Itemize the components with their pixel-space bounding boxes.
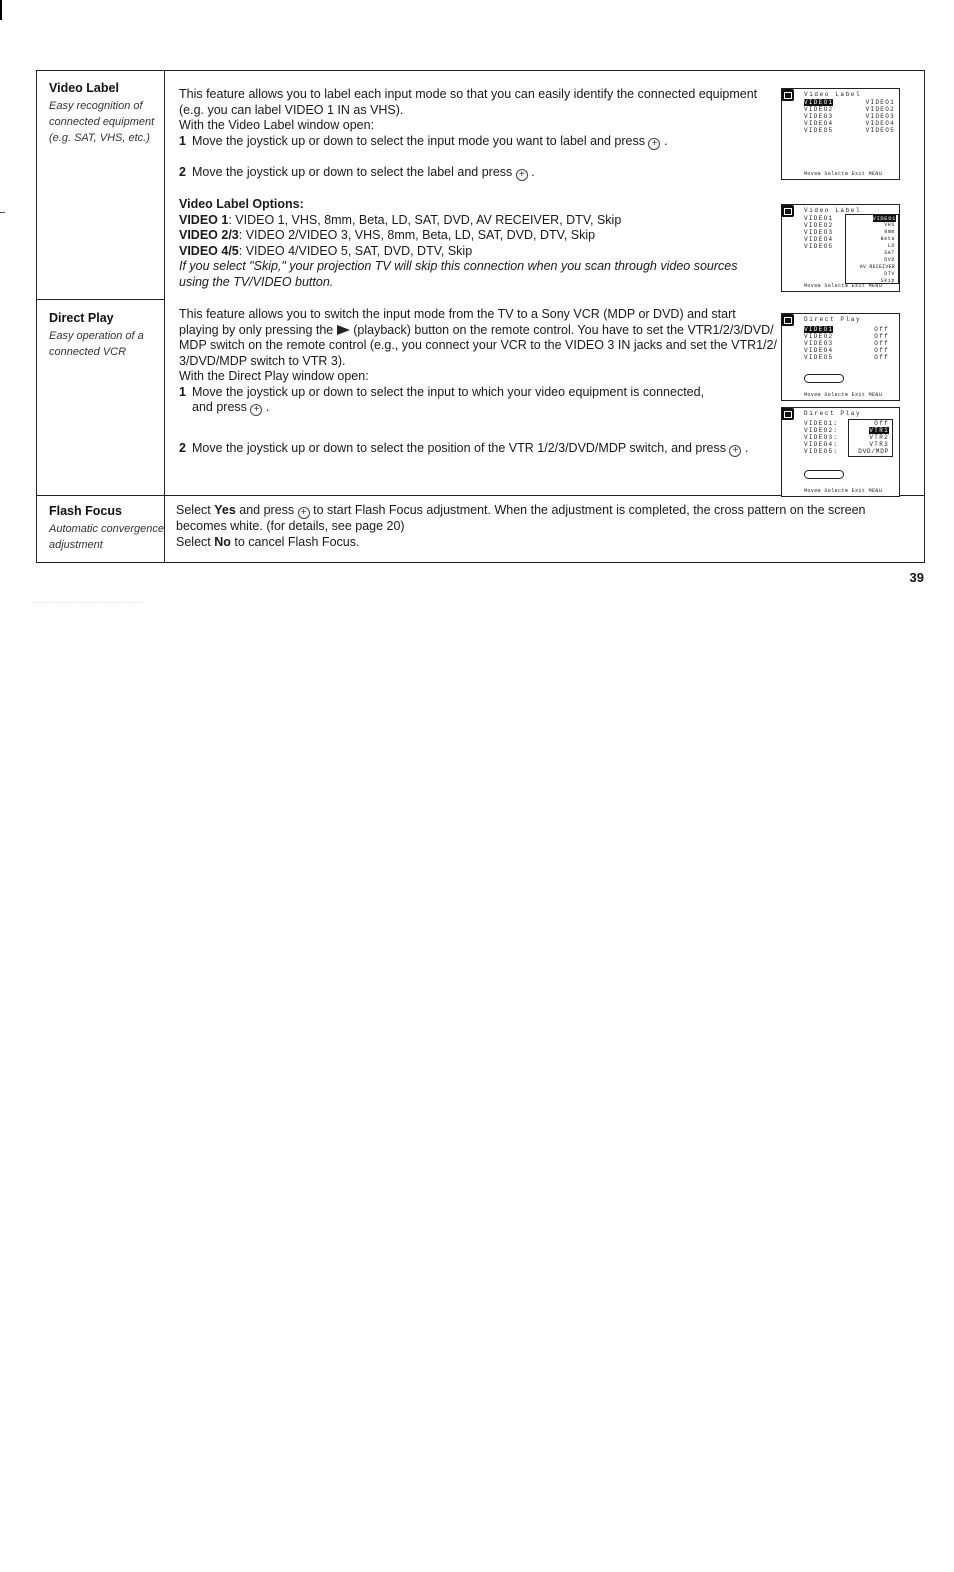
osd-title: Direct Play: [804, 316, 862, 323]
video-label-option-2: VIDEO 2/3: VIDEO 2/VIDEO 3, VHS, 8mm, Beta, LD, SAT, DVD, DTV, Skip: [179, 228, 596, 242]
osd-value: DVD/MDP: [858, 448, 889, 455]
osd-row: VIDEO5: [804, 354, 834, 361]
osd-value: Off: [874, 333, 889, 340]
scan-noise: ·····································: [33, 600, 144, 606]
osd-row: VIDEO4: [804, 120, 834, 127]
vtr-switch-illustration: [804, 470, 844, 479]
osd-value: Off: [874, 420, 889, 427]
flash-focus-subtitle-line-1: Automatic convergence: [49, 523, 164, 535]
direct-play-heading-cell: [49, 311, 165, 360]
joystick-press-icon: +: [648, 138, 660, 150]
osd-value: Off: [874, 347, 889, 354]
joystick-press-icon: +: [250, 404, 262, 416]
osd-option: 8mm: [884, 229, 895, 235]
osd-video-label-2: [781, 204, 900, 292]
osd-row: VIDEO5: [804, 243, 834, 250]
osd-option: Beta: [880, 236, 895, 242]
osd-row: VIDEO3: [804, 113, 834, 120]
osd-row-selected: VIDEO1: [804, 99, 834, 106]
osd-title: Video Label: [804, 91, 862, 98]
joystick-press-icon: +: [516, 169, 528, 181]
osd-row: VIDEO5: [804, 127, 834, 134]
osd-direct-play-1: [781, 313, 900, 401]
osd-video-label-1: [781, 88, 900, 180]
osd-option: DTV: [884, 271, 895, 277]
direct-play-subtitle-line-2: connected VCR: [49, 346, 127, 358]
video-label-subtitle-line-2: connected equipment: [49, 116, 155, 128]
osd-row: VIDEO2: [804, 222, 834, 229]
video-label-title: Video Label: [49, 81, 119, 95]
joystick-press-icon: +: [729, 445, 741, 457]
osd-row: VIDEO3: [804, 340, 834, 347]
video-label-options-heading: Video Label Options:: [179, 197, 304, 211]
video-label-heading-cell: [49, 81, 165, 146]
osd-footer: Move⊕ Select⊕ Exit MENU: [804, 283, 883, 289]
direct-play-step-1: 1 Move the joystick up or down to select the input to which your video equipment is connected,: [179, 384, 705, 399]
video-label-subtitle: [49, 98, 165, 146]
osd-row: VIDEO3: [804, 229, 834, 236]
tv-menu-icon: [781, 314, 794, 326]
direct-play-title: Direct Play: [49, 311, 114, 325]
row-divider-1: [37, 299, 165, 300]
osd-value: VIDEO5: [865, 127, 895, 134]
video-label-note-1: If you select "Skip," your projection TV will skip this connection when you scan through video sources: [179, 259, 738, 273]
direct-play-line-5: With the Direct Play window open:: [179, 369, 369, 383]
osd-row: VIDEO3:: [804, 434, 839, 441]
direct-play-subtitle: [49, 328, 165, 360]
page-number: 39: [909, 570, 924, 585]
osd-option: Skip: [880, 278, 895, 284]
video-label-intro-3: With the Video Label window open:: [179, 118, 375, 132]
direct-play-line-2: playing by only pressing the (playback) button on the remote control. You have to set the VTR1/2/3/DVD/: [179, 322, 774, 337]
osd-value: Off: [874, 340, 889, 347]
video-label-subtitle-line-1: Easy recognition of: [49, 100, 143, 112]
osd-option: DVD: [884, 257, 895, 263]
joystick-press-icon: +: [298, 507, 310, 519]
osd-row: VIDEO2: [804, 106, 834, 113]
video-label-intro-1: This feature allows you to label each input mode so that you can easily identify the connected equipment: [179, 87, 758, 101]
direct-play-line-3: MDP switch on the remote control (e.g., you connect your VCR to the VIDEO 3 IN jacks and set the VTR1/2/: [179, 338, 777, 352]
osd-value: VIDEO2: [865, 106, 895, 113]
flash-focus-title: Flash Focus: [49, 504, 122, 518]
flash-focus-line-2: becomes white. (for details, see page 20): [176, 519, 405, 533]
direct-play-body: [179, 307, 779, 416]
video-label-option-3: VIDEO 4/5: VIDEO 4/VIDEO 5, SAT, DVD, DTV, Skip: [179, 243, 473, 258]
osd-value: VIDEO4: [865, 120, 895, 127]
play-button-icon: [337, 325, 350, 335]
osd-value-selected: VTR1: [869, 427, 889, 434]
direct-play-subtitle-line-1: Easy operation of a: [49, 330, 144, 342]
osd-value: Off: [874, 354, 889, 361]
page-edge-tick: [0, 212, 5, 213]
osd-value: VIDEO1: [865, 99, 895, 106]
osd-value: Off: [874, 326, 889, 333]
flash-focus-line-1: Select Yes and press + to start Flash Focus adjustment. When the adjustment is completed, the cross pattern on the screen: [176, 503, 866, 518]
flash-focus-body: [176, 503, 916, 550]
osd-row: VIDEO1:: [804, 420, 839, 427]
osd-option: LD: [887, 243, 895, 249]
osd-footer: Move⊕ Select⊕ Exit MENU: [804, 171, 883, 177]
flash-focus-subtitle-line-2: adjustment: [49, 539, 103, 551]
osd-title: Direct Play: [804, 410, 862, 417]
osd-row-selected: VIDEO1: [804, 326, 834, 333]
direct-play-step-1-cont: and press + .: [192, 400, 270, 415]
osd-footer: Move⊕ Select⊕ Exit MENU: [804, 488, 883, 494]
direct-play-line-4: 3/DVD/MDP switch to VTR 3).: [179, 353, 346, 368]
video-label-options: [179, 197, 779, 290]
flash-focus-line-3: Select No to cancel Flash Focus.: [176, 534, 360, 549]
osd-value: VTR2: [869, 434, 889, 441]
tv-menu-icon: [781, 408, 794, 420]
flash-focus-subtitle: [49, 521, 165, 553]
osd-row: VIDEO2:: [804, 427, 839, 434]
osd-row: VIDEO1: [804, 215, 834, 222]
osd-title: Video Label: [804, 207, 862, 214]
video-label-step-1: 1 Move the joystick up or down to select the input mode you want to label and press + .: [179, 133, 668, 149]
osd-row: VIDEO2: [804, 333, 834, 340]
direct-play-step-2: 2 Move the joystick up or down to select the position of the VTR 1/2/3/DVD/MDP switch, and press + .: [179, 441, 749, 456]
video-label-intro-2: (e.g. you can label VIDEO 1 IN as VHS).: [179, 102, 404, 117]
flash-focus-heading-cell: [49, 504, 165, 553]
osd-option: VHS: [884, 222, 895, 228]
video-label-intro: [179, 87, 779, 150]
tv-menu-icon: [781, 89, 794, 101]
tv-menu-icon: [781, 205, 794, 217]
video-label-option-1: VIDEO 1: VIDEO 1, VHS, 8mm, Beta, LD, SAT, DVD, AV RECEIVER, DTV, Skip: [179, 212, 622, 227]
page-edge-mark: [0, 0, 2, 20]
osd-row: VIDEO4:: [804, 441, 839, 448]
osd-footer: Move⊕ Select⊕ Exit MENU: [804, 392, 883, 398]
osd-value: VIDEO3: [865, 113, 895, 120]
osd-value: VTR3: [869, 441, 889, 448]
osd-row: VIDEO5:: [804, 448, 839, 455]
feature-table: [36, 70, 925, 563]
osd-option-selected: VIDEO1: [872, 215, 896, 222]
osd-row: VIDEO4: [804, 347, 834, 354]
direct-play-line-1: This feature allows you to switch the input mode from the TV to a Sony VCR (MDP or DVD) and start: [179, 307, 736, 321]
osd-option: AV RECEIVER: [859, 264, 895, 270]
osd-option: SAT: [884, 250, 895, 256]
video-label-subtitle-line-3: (e.g. SAT, VHS, etc.): [49, 132, 150, 144]
osd-direct-play-2: [781, 407, 900, 497]
video-label-step-2: 2 Move the joystick up or down to select the label and press + .: [179, 165, 535, 180]
vtr-switch-illustration: [804, 374, 844, 383]
osd-row: VIDEO4: [804, 236, 834, 243]
video-label-note-2: using the TV/VIDEO button.: [179, 274, 334, 289]
